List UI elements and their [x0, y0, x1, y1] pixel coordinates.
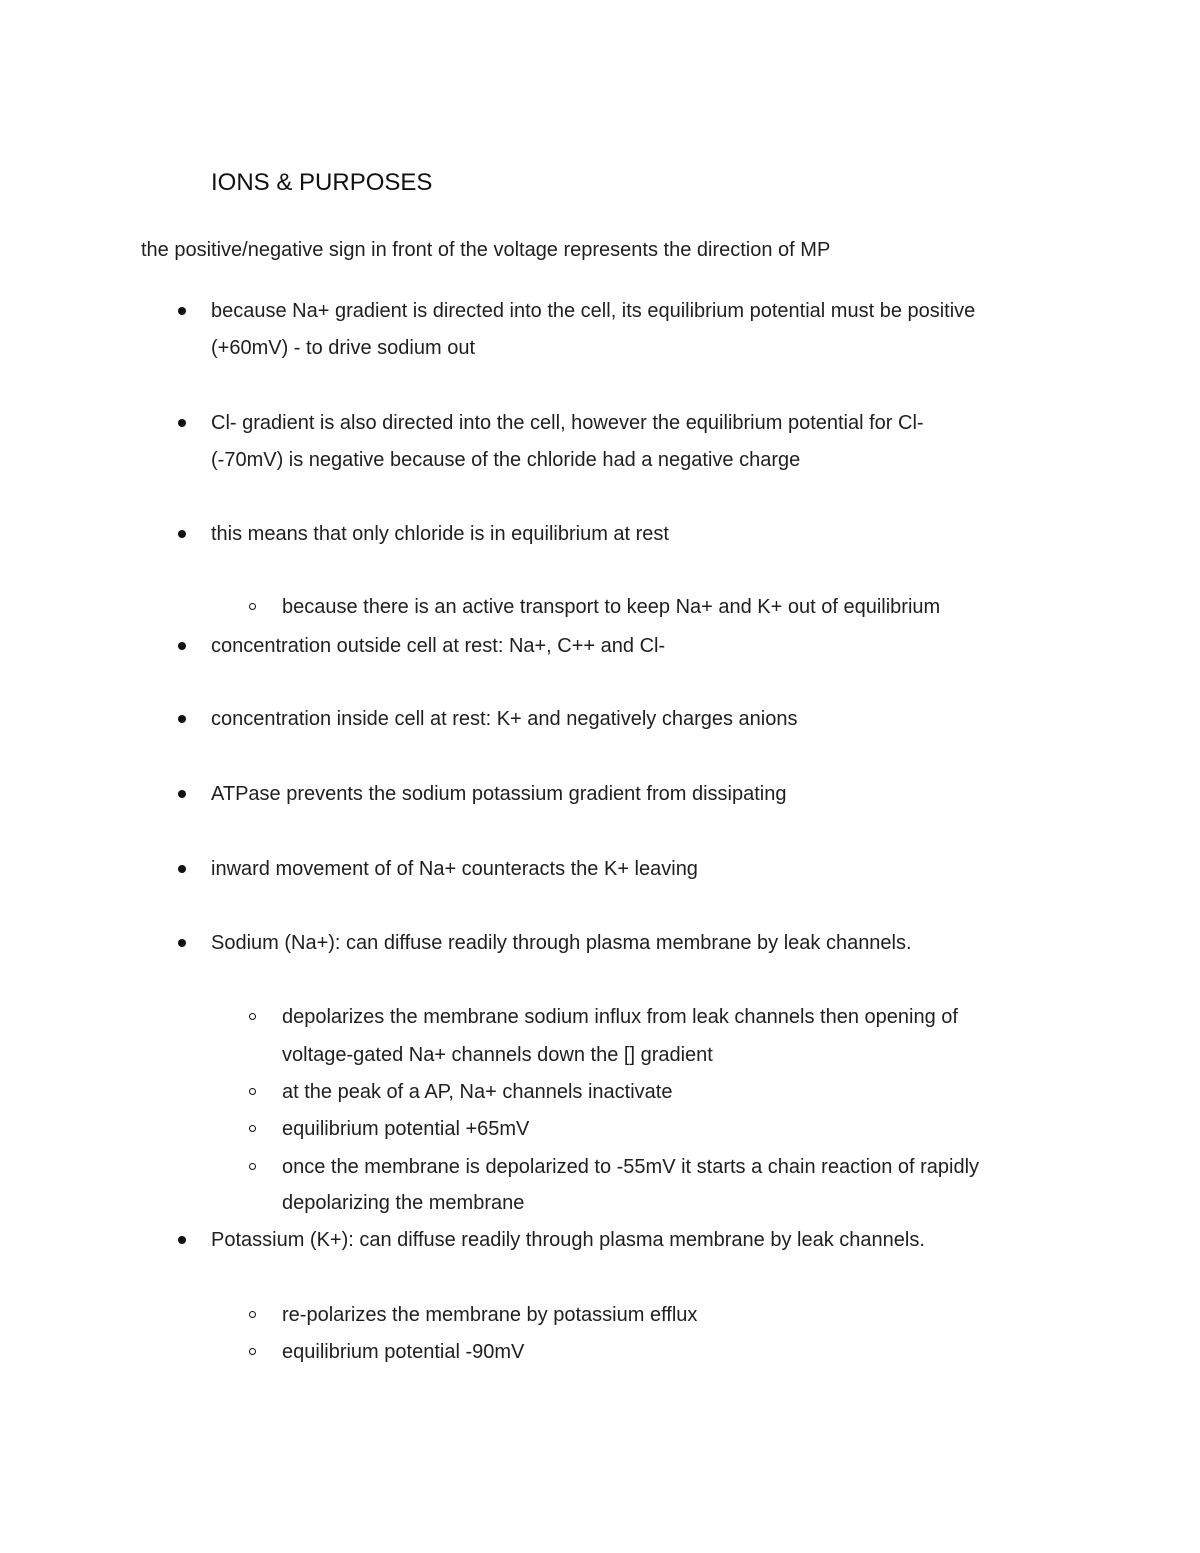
- bullet-circle-icon: [249, 1163, 256, 1170]
- bullet-disc-icon: [178, 419, 186, 427]
- bullet-2-line-2: (-70mV) is negative because of the chloride had a negative charge: [211, 449, 801, 471]
- bullet-4-text: concentration outside cell at rest: Na+, C++ and Cl-: [211, 635, 666, 657]
- bullet-2-line-1: Cl- gradient is also directed into the cell, however the equilibrium potential for Cl-: [211, 412, 924, 434]
- bullet-circle-icon: [249, 603, 256, 610]
- bullet-8-sub-1-line-2: voltage-gated Na+ channels down the [] gradient: [282, 1044, 713, 1066]
- bullet-disc-icon: [178, 530, 186, 538]
- bullet-circle-icon: [249, 1013, 256, 1020]
- bullet-3-text: this means that only chloride is in equilibrium at rest: [211, 523, 669, 545]
- bullet-9-sub-1: re-polarizes the membrane by potassium efflux: [282, 1304, 698, 1326]
- bullet-3-sub-1: because there is an active transport to keep Na+ and K+ out of equilibrium: [282, 596, 941, 618]
- bullet-circle-icon: [249, 1125, 256, 1132]
- bullet-1-line-2: (+60mV) - to drive sodium out: [211, 337, 475, 359]
- bullet-8-sub-1-line-1: depolarizes the membrane sodium influx from leak channels then opening of: [282, 1006, 958, 1028]
- bullet-circle-icon: [249, 1348, 256, 1355]
- bullet-disc-icon: [178, 715, 186, 723]
- bullet-disc-icon: [178, 1236, 186, 1244]
- bullet-9-text: Potassium (K+): can diffuse readily through plasma membrane by leak channels.: [211, 1229, 925, 1251]
- bullet-6-text: ATPase prevents the sodium potassium gradient from dissipating: [211, 783, 787, 805]
- bullet-8-sub-2: at the peak of a AP, Na+ channels inactivate: [282, 1081, 673, 1103]
- bullet-8-sub-4-line-1: once the membrane is depolarized to -55mV it starts a chain reaction of rapidly: [282, 1156, 980, 1178]
- bullet-circle-icon: [249, 1311, 256, 1318]
- bullet-8-sub-4-line-2: depolarizing the membrane: [282, 1192, 525, 1214]
- bullet-7-text: inward movement of of Na+ counteracts the K+ leaving: [211, 858, 698, 880]
- bullet-disc-icon: [178, 790, 186, 798]
- bullet-8-text: Sodium (Na+): can diffuse readily through plasma membrane by leak channels.: [211, 932, 912, 954]
- intro-paragraph: the positive/negative sign in front of the voltage represents the direction of MP: [141, 239, 831, 261]
- bullet-circle-icon: [249, 1088, 256, 1095]
- bullet-disc-icon: [178, 307, 186, 315]
- bullet-5-text: concentration inside cell at rest: K+ and negatively charges anions: [211, 708, 798, 730]
- bullet-8-sub-3: equilibrium potential +65mV: [282, 1118, 530, 1140]
- bullet-disc-icon: [178, 865, 186, 873]
- document-title: IONS & PURPOSES: [211, 169, 433, 196]
- bullet-1-line-1: because Na+ gradient is directed into the cell, its equilibrium potential must be positive: [211, 300, 976, 322]
- bullet-disc-icon: [178, 939, 186, 947]
- bullet-9-sub-2: equilibrium potential -90mV: [282, 1341, 525, 1363]
- bullet-disc-icon: [178, 642, 186, 650]
